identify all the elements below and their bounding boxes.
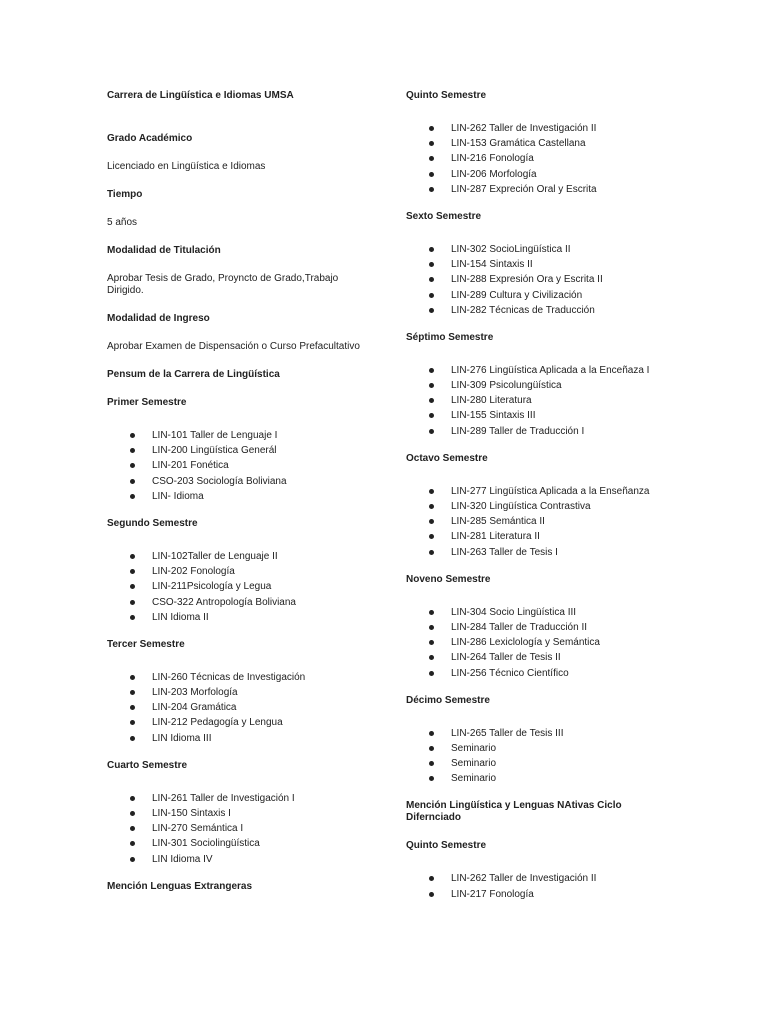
course-list [107,549,367,625]
course-item: LIN-217 Fonología [406,887,666,902]
course-item: LIN-276 Lingüística Aplicada a la Enceñaza I [406,363,666,378]
course-item: LIN-212 Pedagogía y Lengua [107,715,367,730]
course-item: LIN-289 Cultura y Civilización [406,288,666,303]
bullet-icon [429,413,434,418]
semester-heading: Cuarto Semestre [107,759,188,771]
bullet-icon [429,141,434,146]
course-item: CSO-203 Sociología Boliviana [107,474,367,489]
course-list [406,484,666,560]
ingreso-heading: Modalidad de Ingreso [107,313,210,324]
bullet-icon [429,504,434,509]
course-item: LIN-263 Taller de Tesis I [406,545,666,560]
course-item: LIN-270 Semántica I [107,821,367,836]
course-item: LIN-211Psicología y Legua [107,579,367,594]
bullet-icon [429,761,434,766]
bullet-icon [429,489,434,494]
bullet-icon [130,433,135,438]
course-item: LIN-301 Sociolingüística [107,836,367,851]
bullet-icon [429,126,434,131]
bullet-icon [429,655,434,660]
bullet-icon [429,247,434,252]
bullet-icon [429,776,434,781]
bullet-icon [130,826,135,831]
bullet-icon [429,172,434,177]
course-item: LIN-261 Taller de Investigación I [107,791,367,806]
course-list [406,121,666,197]
course-item: LIN-320 Lingüística Contrastiva [406,499,666,514]
grado-heading: Grado Académico [107,133,193,144]
course-item: LIN-102Taller de Lenguaje II [107,549,367,564]
left-column [107,90,367,893]
course-list [406,605,666,681]
bullet-icon [130,615,135,620]
course-item: LIN-201 Fonética [107,458,367,473]
course-item: LIN-206 Morfología [406,167,666,182]
semester-heading: Quinto Semestre [406,840,487,852]
titulacion-heading: Modalidad de Titulación [107,245,221,256]
course-list [406,726,666,787]
bullet-icon [130,494,135,499]
course-list [107,670,367,746]
bullet-icon [130,720,135,725]
bullet-icon [130,600,135,605]
course-item: LIN-153 Gramática Castellana [406,136,666,151]
bullet-icon [429,671,434,676]
bullet-icon [429,640,434,645]
course-item: Seminario [406,771,666,786]
semester-heading: Octavo Semestre [406,452,488,464]
course-item: LIN-260 Técnicas de Investigación [107,670,367,685]
course-item: LIN-277 Lingüística Aplicada a la Enseñanza [406,484,666,499]
bullet-icon [429,892,434,897]
course-item: LIN- Idioma [107,489,367,504]
course-list [406,242,666,318]
course-list [107,428,367,504]
bullet-icon [130,736,135,741]
semester-heading: Segundo Semestre [107,517,198,529]
document-title: Carrera de Lingüística e Idiomas UMSA [107,90,294,101]
bullet-icon [130,811,135,816]
bullet-icon [130,569,135,574]
bullet-icon [130,554,135,559]
course-item: LIN-204 Gramática [107,700,367,715]
bullet-icon [429,429,434,434]
grado-text: Licenciado en Lingüística e Idiomas [107,161,266,172]
course-item: LIN-203 Morfología [107,685,367,700]
ingreso-text: Aprobar Examen de Dispensación o Curso Prefacultativo [107,341,360,352]
course-item: LIN Idioma IV [107,852,367,867]
tiempo-heading: Tiempo [107,189,143,200]
bullet-icon [429,610,434,615]
course-item: LIN-304 Socio Lingüística III [406,605,666,620]
course-item: LIN-155 Sintaxis III [406,408,666,423]
bullet-icon [130,448,135,453]
bullet-icon [429,550,434,555]
bullet-icon [429,746,434,751]
course-item: LIN-287 Expreción Oral y Escrita [406,182,666,197]
bullet-icon [130,675,135,680]
right-column [406,90,666,902]
course-item: LIN-101 Taller de Lenguaje I [107,428,367,443]
mencion-heading: Mención Lenguas Extrangeras [107,880,253,892]
bullet-icon [130,841,135,846]
course-item: LIN-264 Taller de Tesis II [406,650,666,665]
bullet-icon [429,398,434,403]
course-list [406,363,666,439]
bullet-icon [429,876,434,881]
bullet-icon [130,584,135,589]
mencion-nativas-heading: Mención Lingüística y Lenguas NAtivas Ciclo Difernciado [406,800,622,824]
bullet-icon [429,383,434,388]
semester-heading: Séptimo Semestre [406,331,494,343]
semester-heading: Noveno Semestre [406,573,491,585]
semester-heading: Décimo Semestre [406,694,490,706]
course-item: LIN-200 Lingüística Generál [107,443,367,458]
course-item: LIN-216 Fonología [406,151,666,166]
course-item: LIN-150 Sintaxis I [107,806,367,821]
course-item: LIN-288 Expresión Ora y Escrita II [406,272,666,287]
semester-heading: Sexto Semestre [406,210,482,222]
course-item: CSO-322 Antropología Boliviana [107,595,367,610]
bullet-icon [130,705,135,710]
pensum-heading: Pensum de la Carrera de Lingüística [107,369,280,380]
bullet-icon [130,463,135,468]
course-list [107,791,367,867]
bullet-icon [130,857,135,862]
bullet-icon [130,690,135,695]
course-item: LIN-265 Taller de Tesis III [406,726,666,741]
course-item: LIN-262 Taller de Investigación II [406,121,666,136]
bullet-icon [429,368,434,373]
course-item: LIN Idioma III [107,731,367,746]
course-item: LIN-285 Semántica II [406,514,666,529]
course-item: LIN-284 Taller de Traducción II [406,620,666,635]
course-item: LIN-302 SocioLingüística II [406,242,666,257]
tiempo-text: 5 años [107,217,138,228]
course-item: Seminario [406,741,666,756]
course-item: LIN-282 Técnicas de Traducción [406,303,666,318]
bullet-icon [429,731,434,736]
course-item: LIN-256 Técnico Científico [406,666,666,681]
course-item: LIN-281 Literatura II [406,529,666,544]
bullet-icon [130,796,135,801]
bullet-icon [429,308,434,313]
bullet-icon [130,479,135,484]
course-list [406,871,666,901]
course-item: LIN-309 Psicolungüística [406,378,666,393]
semester-heading: Primer Semestre [107,397,187,408]
bullet-icon [429,534,434,539]
bullet-icon [429,277,434,282]
course-item: LIN-286 Lexiclología y Semántica [406,635,666,650]
semester-heading: Tercer Semestre [107,638,185,650]
course-item: LIN-280 Literatura [406,393,666,408]
bullet-icon [429,519,434,524]
bullet-icon [429,262,434,267]
course-item: LIN-289 Taller de Traducción I [406,424,666,439]
bullet-icon [429,625,434,630]
course-item: Seminario [406,756,666,771]
course-item: LIN-154 Sintaxis II [406,257,666,272]
course-item: LIN-262 Taller de Investigación II [406,871,666,886]
bullet-icon [429,187,434,192]
course-item: LIN-202 Fonología [107,564,367,579]
bullet-icon [429,293,434,298]
titulacion-text: Aprobar Tesis de Grado, Proyncto de Grado,Trabajo Dirigido. [107,273,339,296]
semester-heading: Quinto Semestre [406,90,487,101]
bullet-icon [429,156,434,161]
course-item: LIN Idioma II [107,610,367,625]
